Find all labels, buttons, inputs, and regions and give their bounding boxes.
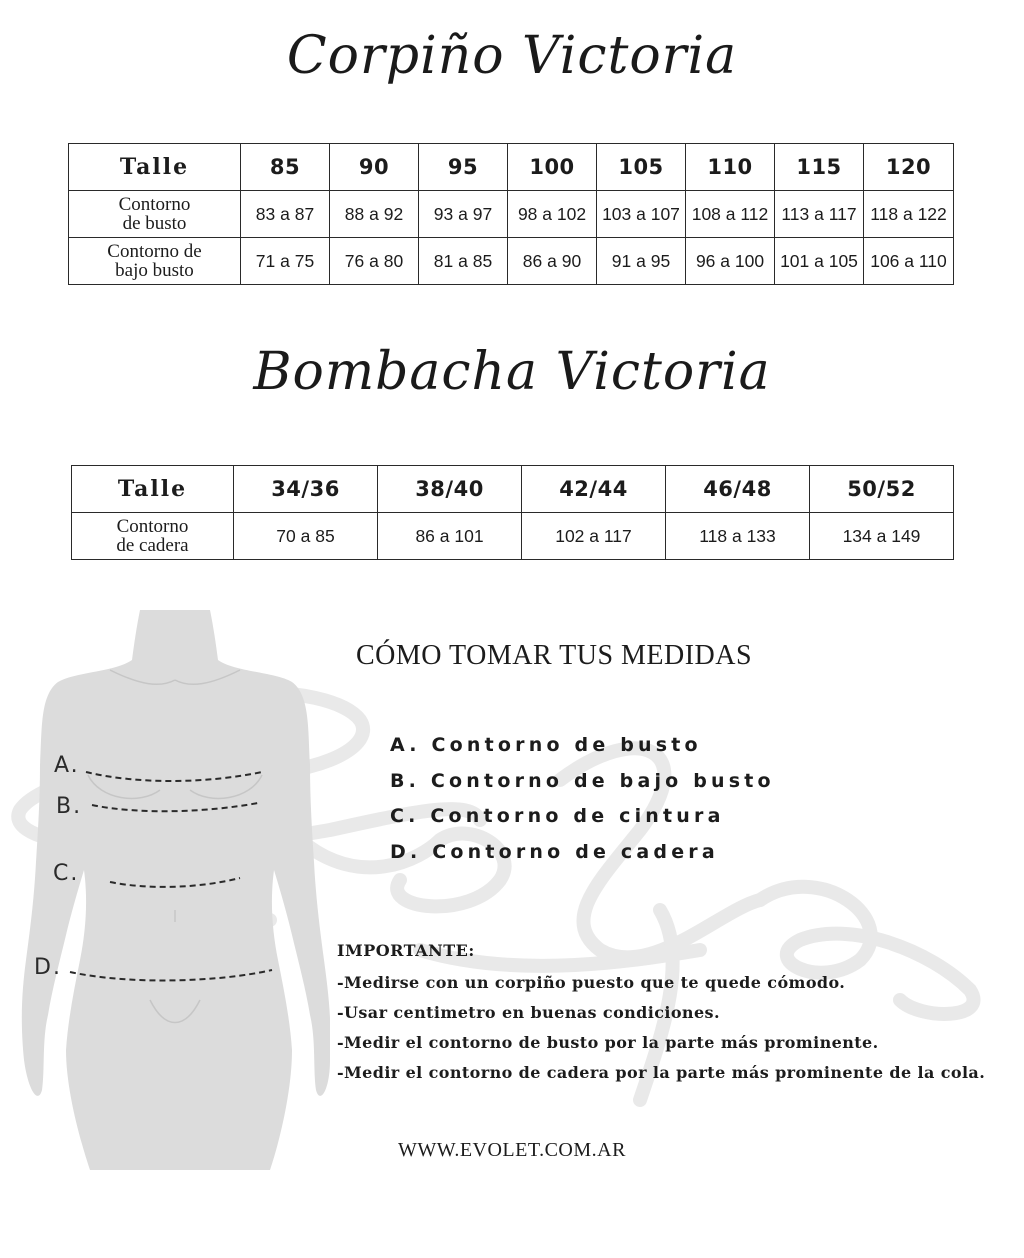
important-notes (337, 940, 1022, 1088)
table-cell: 71 a 75 (241, 238, 330, 285)
table-cell: 86 a 90 (508, 238, 597, 285)
bra-bust-row (69, 191, 954, 238)
table-cell: 102 a 117 (522, 513, 666, 560)
table-cell: 76 a 80 (330, 238, 419, 285)
table-cell: 81 a 85 (419, 238, 508, 285)
panty-size-table (71, 465, 954, 560)
panty-header-size: 42/44 (522, 466, 666, 513)
important-title: IMPORTANTE: (337, 941, 475, 960)
bra-header-size: 120 (864, 144, 954, 191)
marker-d: D. (34, 955, 62, 980)
bra-title: Corpiño Victoria (286, 26, 738, 86)
table-cell: 106 a 110 (864, 238, 954, 285)
measure-steps-list (390, 733, 775, 875)
marker-a: A. (54, 753, 80, 778)
list-item: D. Contorno de cadera (390, 840, 719, 863)
table-cell: 103 a 107 (597, 191, 686, 238)
important-line: -Medir el contorno de busto por la parte más prominente. (337, 1033, 879, 1052)
table-cell: 118 a 122 (864, 191, 954, 238)
table-cell: 70 a 85 (234, 513, 378, 560)
website-link[interactable]: WWW.EVOLET.COM.AR (398, 1139, 626, 1161)
bra-header-talle: Talle (69, 144, 241, 191)
table-cell: 134 a 149 (810, 513, 954, 560)
panty-header-size: 38/40 (378, 466, 522, 513)
table-cell: 118 a 133 (666, 513, 810, 560)
table-cell: 98 a 102 (508, 191, 597, 238)
panty-header-size: 34/36 (234, 466, 378, 513)
table-cell: 91 a 95 (597, 238, 686, 285)
list-item: A. Contorno de busto (390, 734, 702, 756)
bra-header-size: 95 (419, 144, 508, 191)
table-cell: 86 a 101 (378, 513, 522, 560)
panty-hip-row (72, 513, 954, 560)
bra-header-size: 100 (508, 144, 597, 191)
panty-header-size: 50/52 (810, 466, 954, 513)
panty-row-label-hip: Contorno de cadera (72, 513, 234, 560)
important-line: -Usar centimetro en buenas condiciones. (337, 1003, 720, 1022)
bra-header-size: 110 (686, 144, 775, 191)
table-cell: 88 a 92 (330, 191, 419, 238)
marker-b: B. (56, 794, 83, 819)
bra-row-label-bust: Contorno de busto (69, 191, 241, 238)
panty-header-row (72, 466, 954, 513)
bra-header-size: 115 (775, 144, 864, 191)
table-cell: 108 a 112 (686, 191, 775, 238)
table-cell: 96 a 100 (686, 238, 775, 285)
list-item: C. Contorno de cintura (390, 805, 725, 827)
table-cell: 113 a 117 (775, 191, 864, 238)
table-cell: 93 a 97 (419, 191, 508, 238)
bra-row-label-underbust: Contorno de bajo busto (69, 238, 241, 285)
bra-underbust-row (69, 238, 954, 285)
bra-header-size: 90 (330, 144, 419, 191)
important-line: -Medir el contorno de cadera por la parte más prominente de la cola. (337, 1063, 986, 1082)
body-silhouette (0, 600, 330, 1180)
bra-header-size: 105 (597, 144, 686, 191)
bra-header-row (69, 144, 954, 191)
panty-title: Bombacha Victoria (253, 342, 771, 402)
table-cell: 101 a 105 (775, 238, 864, 285)
panty-header-talle: Talle (72, 466, 234, 513)
panty-header-size: 46/48 (666, 466, 810, 513)
howto-title: CÓMO TOMAR TUS MEDIDAS (356, 640, 753, 671)
table-cell: 83 a 87 (241, 191, 330, 238)
list-item: B. Contorno de bajo busto (390, 769, 775, 792)
bra-header-size: 85 (241, 144, 330, 191)
bra-size-table (68, 143, 954, 285)
marker-c: C. (53, 861, 80, 886)
important-line: -Medirse con un corpiño puesto que te quede cómodo. (337, 973, 846, 992)
